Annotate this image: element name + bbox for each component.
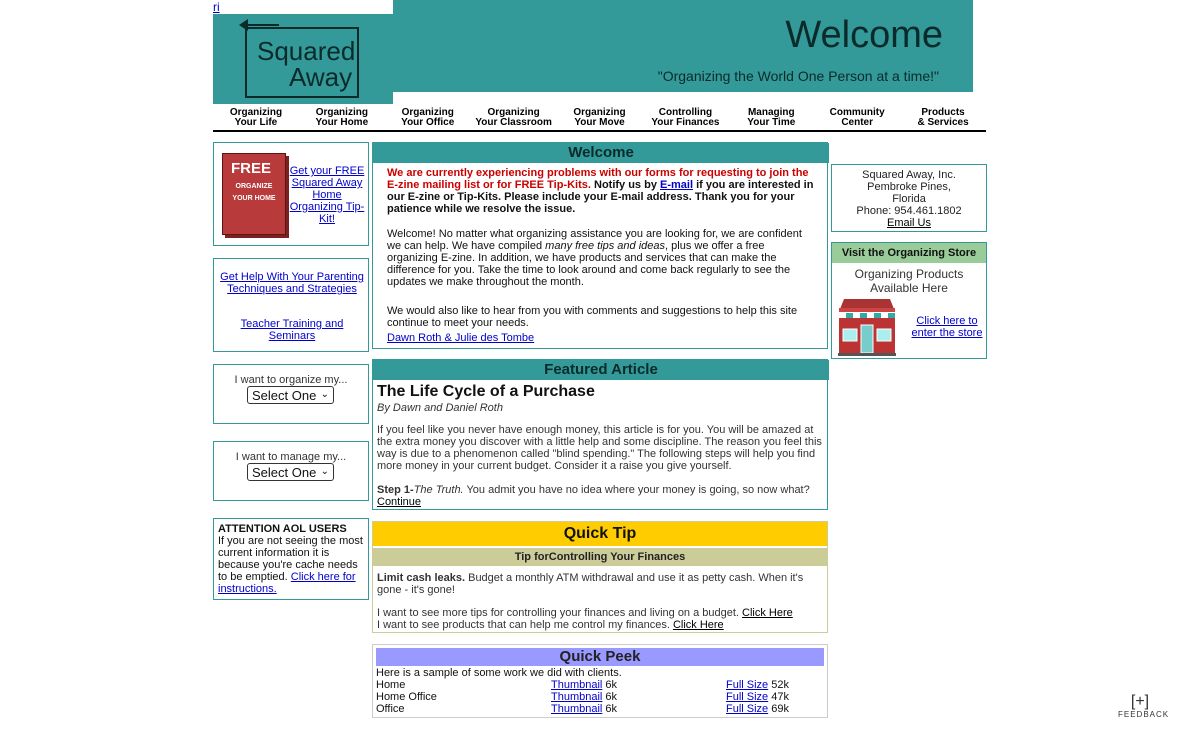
page-title: Welcome	[785, 14, 943, 56]
aol-instructions-link[interactable]: Click here for instructions.	[218, 571, 356, 595]
company-name: Squared Away, Inc.	[862, 169, 956, 181]
signature-link[interactable]: Dawn Roth & Julie des Tombe	[387, 332, 535, 344]
list-item: Home Office Thumbnail 6k Full Size 47k	[376, 691, 789, 703]
quick-tip-heading: Quick Tip	[373, 522, 827, 546]
company-city: Pembroke Pines,	[867, 181, 951, 193]
featured-article	[372, 359, 828, 510]
toolkit-panel	[213, 142, 369, 246]
organize-panel	[213, 364, 369, 424]
welcome-heading: Welcome	[373, 143, 829, 163]
quick-tip	[372, 521, 828, 633]
feedback-icon: [+]	[1130, 693, 1150, 710]
email-us-link[interactable]: Email Us	[886, 217, 931, 229]
welcome-alert: We are currently experiencing problems with our forms for requesting to join the E-zine mailing list or for FREE Tip-Kits. Notify us by E-mail if you are interested in our E-zine or Tip-Kits. Please include your E-mail address. Thank you for your patience while we resolve the issue.	[387, 167, 814, 215]
thumbnail-link[interactable]: Thumbnail	[551, 679, 603, 691]
store-heading: Visit the Organizing Store	[832, 243, 986, 263]
header-tagline: "Organizing the World One Person at a time!"	[657, 68, 939, 84]
book-icon[interactable]: FREE ORGANIZE YOUR HOME	[222, 153, 286, 235]
list-item: Office Thumbnail 6k Full Size 69k	[376, 703, 789, 715]
quick-peek-heading: Quick Peek	[376, 648, 824, 666]
nav-item-managing-time[interactable]: Managing Your Time	[747, 107, 796, 128]
nav-item-organizing-office[interactable]: Organizing Your Office	[401, 107, 455, 128]
quick-tip-body: Limit cash leaks. Budget a monthly ATM withdrawal and use it as petty cash. When it's gone - it's gone!	[377, 572, 804, 596]
organize-label: I want to organize my...	[234, 374, 348, 386]
welcome-section	[372, 142, 828, 349]
chevron-down-icon: ⌄	[320, 389, 329, 400]
teacher-training-link[interactable]: Teacher Training and Seminars	[240, 318, 344, 342]
contact-panel	[831, 164, 987, 232]
email-link[interactable]: E-mail	[660, 179, 694, 191]
nav-item-organizing-move[interactable]: Organizing Your Move	[573, 107, 626, 128]
store-subheading: Organizing Products Available Here	[854, 267, 964, 295]
logo-word-squared: Squared	[257, 36, 356, 66]
quick-tip-subheading: Tip forControlling Your Finances	[373, 548, 827, 566]
organize-select[interactable]: Select One ⌄	[247, 386, 334, 404]
chevron-down-icon: ⌄	[320, 466, 329, 477]
list-item: Home Thumbnail 6k Full Size 52k	[376, 679, 789, 691]
company-phone: Phone: 954.461.1802	[856, 205, 962, 217]
parenting-help-link[interactable]: Get Help With Your Parenting Techniques and Strategies	[220, 271, 364, 295]
nav-item-organizing-home[interactable]: Organizing Your Home	[315, 107, 369, 128]
top-link[interactable]: ri	[213, 0, 220, 14]
quick-tip-more: I want to see more tips for controlling your finances and living on a budget. Click Here I want to see products that can help me control my finances. Click Here	[377, 607, 793, 631]
logo-word-away: Away	[289, 62, 353, 92]
nav-item-community-center[interactable]: Community Center	[829, 107, 885, 128]
manage-panel	[213, 441, 369, 501]
aol-notice	[213, 518, 369, 600]
company-state: Florida	[892, 193, 926, 205]
continue-link[interactable]: Continue	[377, 496, 422, 508]
quick-peek-intro: Here is a sample of some work we did with clients.	[376, 667, 622, 679]
thumbnail-link[interactable]: Thumbnail	[551, 703, 603, 715]
feedback-button[interactable]	[1118, 693, 1170, 719]
nav-item-organizing-life[interactable]: Organizing Your Life	[229, 107, 283, 128]
aol-title: ATTENTION AOL USERS	[218, 523, 347, 535]
nav-item-products-services[interactable]: Products & Services	[917, 107, 969, 128]
store-panel	[831, 242, 987, 359]
thumbnail-link[interactable]: Thumbnail	[551, 691, 603, 703]
full-size-link[interactable]: Full Size	[726, 691, 769, 703]
manage-select[interactable]: Select One ⌄	[247, 463, 334, 481]
main-nav	[213, 108, 986, 132]
storefront-icon[interactable]	[836, 295, 898, 357]
featured-heading: Featured Article	[373, 360, 829, 380]
nav-item-organizing-classroom[interactable]: Organizing Your Classroom	[475, 107, 552, 128]
welcome-paragraph-2: We would also like to hear from you with comments and suggestions to help this site continue to meet your needs.	[387, 305, 798, 329]
nav-item-controlling-finances[interactable]: Controlling Your Finances	[651, 107, 720, 128]
finance-products-link[interactable]: Click Here	[672, 619, 724, 631]
article-byline: By Dawn and Daniel Roth	[377, 402, 503, 414]
article-title: The Life Cycle of a Purchase	[377, 383, 595, 400]
enter-store-link[interactable]: Click here to enter the store	[911, 315, 983, 339]
article-body: If you feel like you never have enough money, this article is for you. You will be amazed at the extra money you discover with a little help and some discipline. The reason you feel this way is due to a phenomenon called "blind spending." The following steps will help you find more money in your current budget. Consider it a raise you give yourself.	[377, 424, 822, 472]
more-tips-link[interactable]: Click Here	[742, 607, 793, 619]
header-band	[393, 0, 973, 92]
toolkit-link[interactable]: Get your FREE Squared Away Home Organizing Tip-Kit!	[289, 165, 365, 225]
full-size-link[interactable]: Full Size	[726, 679, 769, 691]
manage-label: I want to manage my...	[235, 451, 347, 463]
quick-peek	[372, 644, 828, 718]
feedback-label: FEEDBACK	[1118, 710, 1170, 719]
full-size-link[interactable]: Full Size	[726, 703, 769, 715]
article-step: Step 1-The Truth. You admit you have no idea where your money is going, so now what? Continue	[377, 484, 810, 508]
logo[interactable]	[213, 14, 393, 104]
welcome-paragraph: Welcome! No matter what organizing assistance you are looking for, we are confident we can help. We have compiled many free tips and ideas, plus we offer a free organizing E-zine. In addition, we have products and services that can make the difference for you. Take the time to look around and come back regularly to see the updates we make throughout the month.	[387, 228, 802, 288]
aol-body: If you are not seeing the most current information it is because you're cache needs to be emptied. Click here for instructions.	[218, 535, 363, 595]
help-panel	[213, 258, 369, 352]
